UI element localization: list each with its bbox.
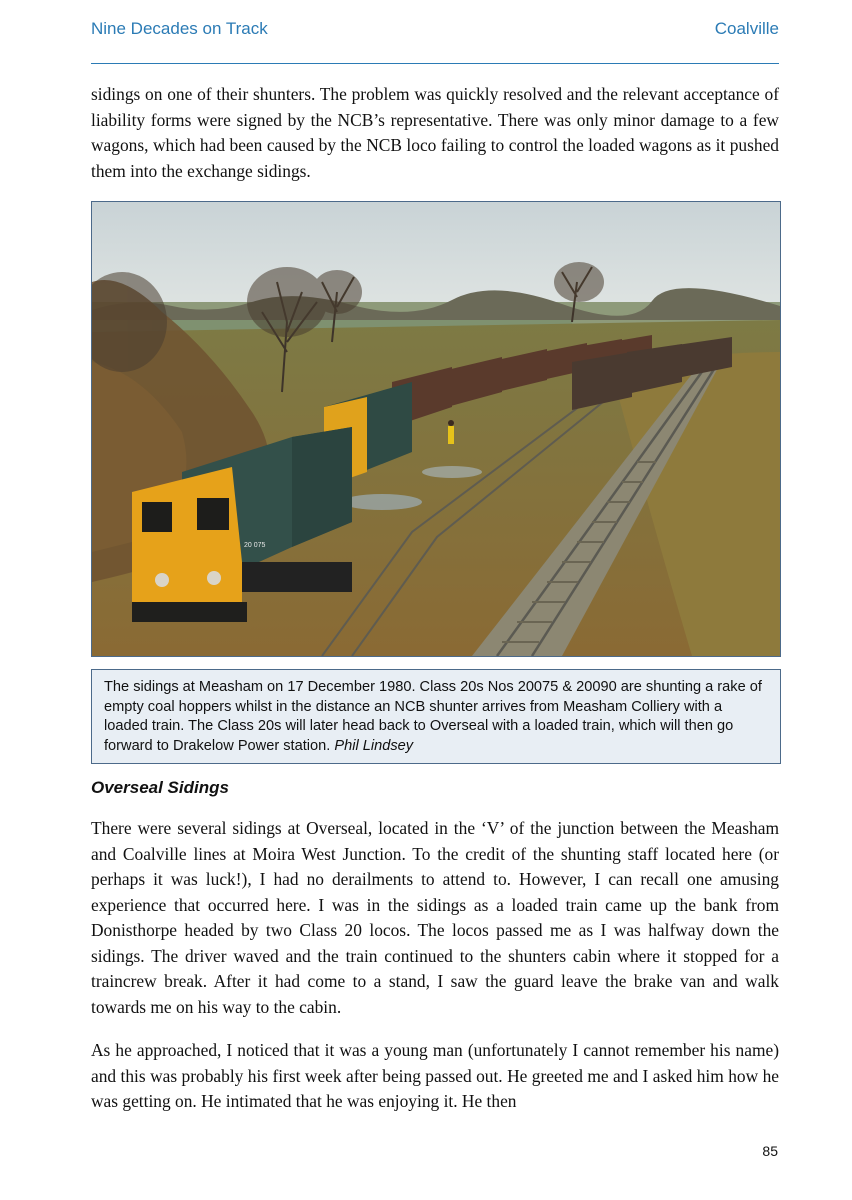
photo-credit: Phil Lindsey [334,737,414,754]
header-divider [91,63,779,64]
railway-photo [91,201,781,657]
page-number: 85 [762,1143,778,1159]
photo-caption [91,669,781,764]
overseal-paragraph-2: As he approached, I noticed that it was a young man (unfortunately I cannot remember his name) and this was probably his first week after being passed out. He greeted me and I asked him how he was getting on. He intimated that he was enjoying it. He then [91,1040,779,1111]
caption-text: The sidings at Measham on 17 December 1980. Class 20s Nos 20075 & 20090 are shunting a rake of empty coal hoppers whilst in the distance an NCB shunter arrives from Measham Colliery with a loaded train. The Class 20s will later head back to Overseal with a loaded train, which will then go forward to Drakelow Power station. [104,679,762,754]
intro-paragraph: sidings on one of their shunters. The problem was quickly resolved and the relevant acceptance of liability forms were signed by the NCB’s representative. There was only minor damage to a few wagons, which had been caused by the NCB loco failing to control the loaded wagons as it pushed them into the exchange sidings. [91,84,779,181]
overseal-paragraph-1: There were several sidings at Overseal, located in the ‘V’ of the junction between the Measham and Coalville lines at Moira West Junction. To the credit of the shunting staff located here (or perhaps it was luck!), I had no derailments to attend to. However, I can recall one amusing experience that occurred here. I was in the sidings as a loaded train came up the bank from Donisthorpe headed by two Class 20 locos. The locos passed me as I was halfway down the sidings. The driver waved and the train continued to the shunters cabin where it stopped for a traincrew break. After it had come to a stand, I saw the guard leave the brake van and walk towards me on his way to the cabin. [91,818,779,1017]
running-header-title: Nine Decades on Track [91,19,268,38]
loco-number-label: 20 075 [244,542,266,549]
section-heading: Overseal Sidings [91,778,229,797]
running-header-chapter: Coalville [714,19,779,38]
